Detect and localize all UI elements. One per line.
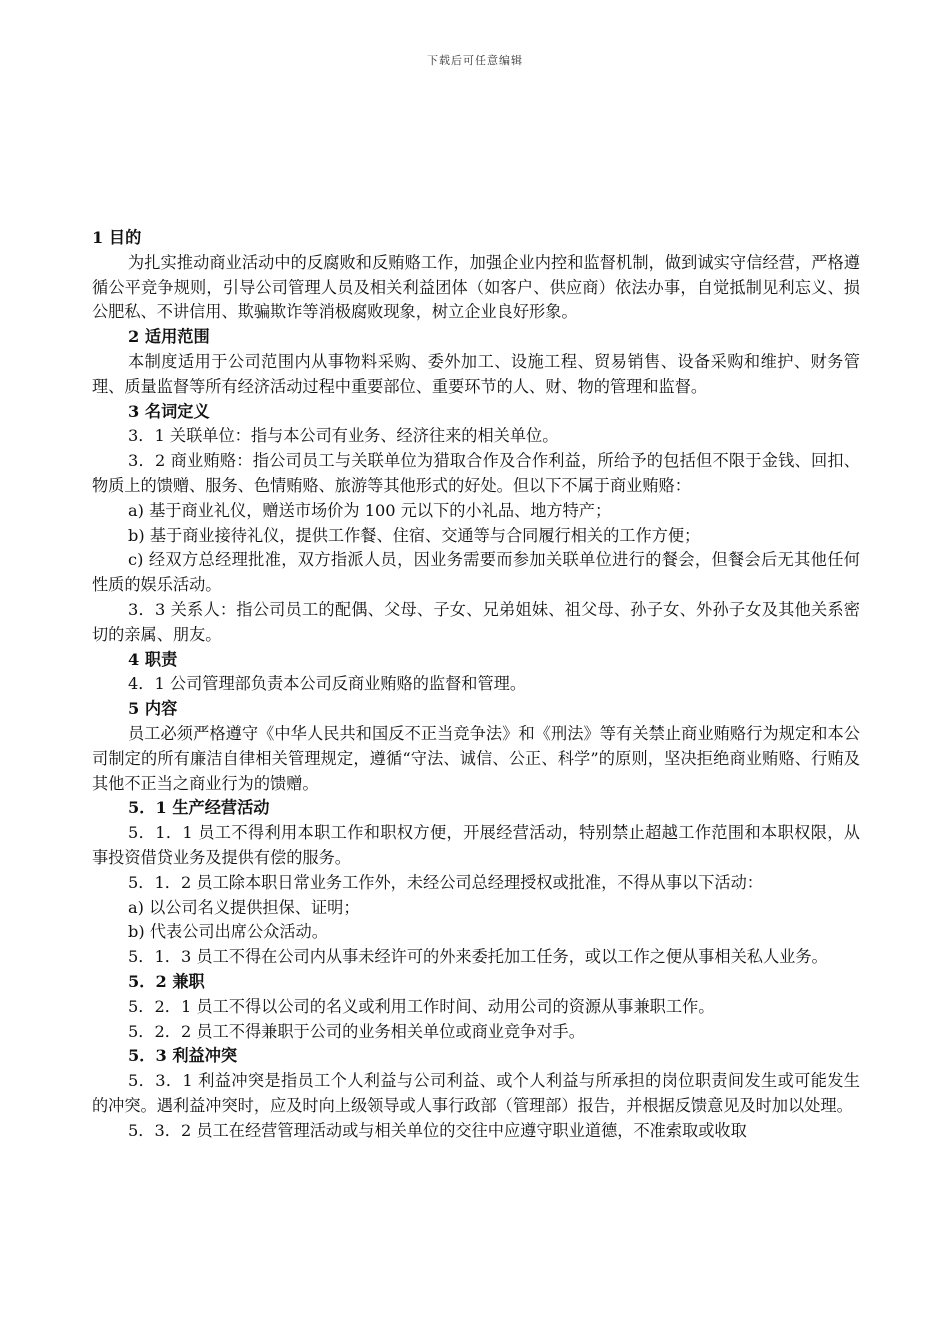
section-1-paragraph: 为扎实推动商业活动中的反腐败和反贿赂工作，加强企业内控和监督机制，做到诚实守信经营，严格遵循公平竞争规则，引导公司管理人员及相关利益团体（如客户、供应商）依法办事，自觉抵制见利忘义、损公肥私、不讲信用、欺骗欺诈等消极腐败现象，树立企业良好形象。 xyxy=(92,252,860,322)
section-5-paragraph: 员工必须严格遵守《中华人民共和国反不正当竞争法》和《刑法》等有关禁止商业贿赂行为规定和本公司制定的所有廉洁自律相关管理规定，遵循“守法、诚信、公正、科学”的原则，坚决拒绝商业贿赂、行贿及其他不正当之商业行为的馈赠。 xyxy=(92,723,860,793)
clause-3-1: 3．1 关联单位：指与本公司有业务、经济往来的相关单位。 xyxy=(128,426,559,446)
section-2-paragraph: 本制度适用于公司范围内从事物料采购、委外加工、设施工程、贸易销售、设备采购和维护、财务管理、质量监督等所有经济活动过程中重要部位、重要环节的人、财、物的管理和监督。 xyxy=(92,351,860,396)
clause-4-1: 4．1 公司管理部负责本公司反商业贿赂的监督和管理。 xyxy=(128,674,527,694)
clause-3-2: 3．2 商业贿赂：指公司员工与关联单位为猎取合作及合作利益，所给予的包括但不限于金钱、回扣、物质上的馈赠、服务、色情贿赂、旅游等其他形式的好处。但以下不属于商业贿赂： xyxy=(92,451,860,495)
section-5-1-title: 5．1 生产经营活动 xyxy=(128,798,270,818)
clause-5-3-2: 5．3．2 员工在经营管理活动或与相关单位的交往中应遵守职业道德，不准索取或收取 xyxy=(128,1120,747,1140)
section-4-title: 4 职责 xyxy=(128,649,178,669)
clause-3-3: 3．3 关系人：指公司员工的配偶、父母、子女、兄弟姐妹、祖父母、孙子女、外孙子女及其他关系密切的亲属、朋友。 xyxy=(92,599,860,644)
clause-5-1-3: 5．1．3 员工不得在公司内从事未经许可的外来委托加工任务，或以工作之便从事相关私人业务。 xyxy=(128,947,828,967)
clause-5-1-2-b: b) 代表公司出席公众活动。 xyxy=(128,922,328,942)
clause-3-2-a: a) 基于商业礼仪，赠送市场价为 100 元以下的小礼品、地方特产； xyxy=(128,500,612,520)
section-3-title: 3 名词定义 xyxy=(128,401,210,421)
section-1-title: 1 目的 xyxy=(92,228,142,247)
document-body xyxy=(92,226,860,1143)
clause-3-2-c: c) 经双方总经理批准，双方指派人员，因业务需要而参加关联单位进行的餐会，但餐会后无其他任何性质的娱乐活动。 xyxy=(92,550,860,595)
clause-5-3-1: 5．3．1 利益冲突是指员工个人利益与公司利益、或个人利益与所承担的岗位职责间发生或可能发生的冲突。遇利益冲突时，应及时向上级领导或人事行政部（管理部）报告，并根据反馈意见及时加以处理。 xyxy=(92,1071,860,1115)
section-5-2-title: 5．2 兼职 xyxy=(128,971,205,991)
clause-3-2-b: b) 基于商业接待礼仪，提供工作餐、住宿、交通等与合同履行相关的工作方便； xyxy=(128,525,701,545)
clause-5-1-1: 5．1．1 员工不得利用本职工作和职权方便，开展经营活动，特别禁止超越工作范围和本职权限，从事投资借贷业务及提供有偿的服务。 xyxy=(92,823,860,867)
page-header-note: 下载后可任意编辑 xyxy=(427,54,523,67)
section-5-3-title: 5．3 利益冲突 xyxy=(128,1046,238,1066)
clause-5-1-2-a: a) 以公司名义提供担保、证明； xyxy=(128,897,360,917)
section-5-title: 5 内容 xyxy=(128,699,178,719)
clause-5-1-2: 5．1．2 员工除本职日常业务工作外，未经公司总经理授权或批准，不得从事以下活动： xyxy=(128,872,763,892)
clause-5-2-2: 5．2．2 员工不得兼职于公司的业务相关单位或商业竞争对手。 xyxy=(128,1021,585,1041)
section-2-title: 2 适用范围 xyxy=(128,327,210,347)
clause-5-2-1: 5．2．1 员工不得以公司的名义或利用工作时间、动用公司的资源从事兼职工作。 xyxy=(128,996,715,1016)
